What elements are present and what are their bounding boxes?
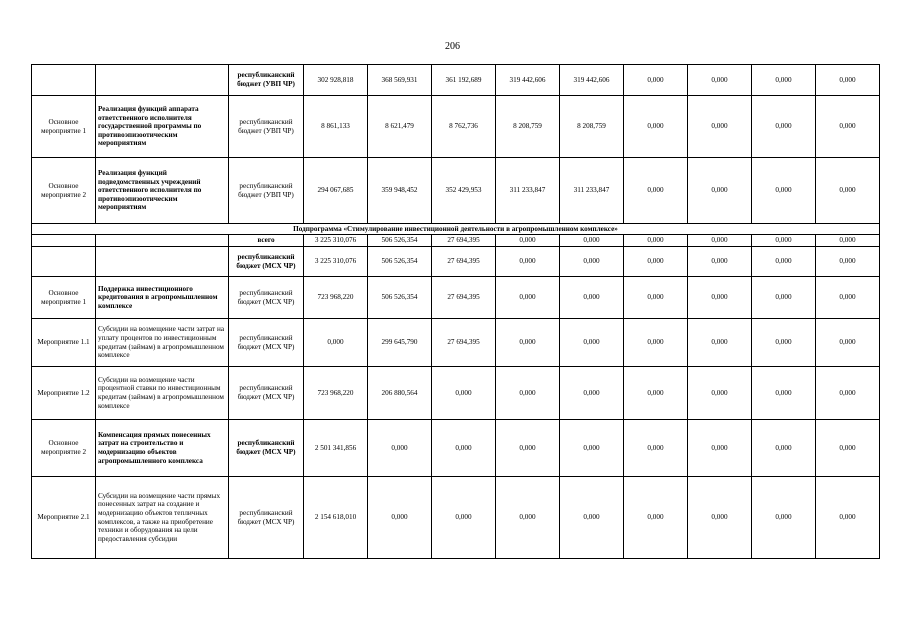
value-cell: 506 526,354 xyxy=(368,247,432,277)
value-cell: 3 225 310,076 xyxy=(304,247,368,277)
event-name-cell: Субсидии на возмещение части затрат на уплату процентов по инвестиционным кредитам (займам) в агропромышленном комплексе xyxy=(96,319,229,367)
value-cell: 0,000 xyxy=(688,319,752,367)
table-row xyxy=(32,247,880,277)
value-cell: 0,000 xyxy=(496,247,560,277)
value-cell: 2 501 341,856 xyxy=(304,420,368,477)
value-cell: 8 208,759 xyxy=(560,96,624,158)
event-name-cell xyxy=(96,247,229,277)
value-cell: 319 442,606 xyxy=(496,65,560,96)
value-cell: 0,000 xyxy=(624,235,688,247)
funding-source-cell: республиканский бюджет (МСХ ЧР) xyxy=(229,277,304,319)
value-cell: 0,000 xyxy=(368,420,432,477)
table-row xyxy=(32,96,880,158)
value-cell: 0,000 xyxy=(752,65,816,96)
value-cell: 0,000 xyxy=(816,319,880,367)
funding-source-cell: республиканский бюджет (УВП ЧР) xyxy=(229,65,304,96)
value-cell: 0,000 xyxy=(752,367,816,420)
value-cell: 0,000 xyxy=(560,319,624,367)
value-cell: 0,000 xyxy=(624,247,688,277)
value-cell: 299 645,790 xyxy=(368,319,432,367)
status-cell xyxy=(32,247,96,277)
value-cell: 0,000 xyxy=(816,367,880,420)
value-cell: 0,000 xyxy=(624,96,688,158)
value-cell: 0,000 xyxy=(688,96,752,158)
funding-source-cell: республиканский бюджет (УВП ЧР) xyxy=(229,96,304,158)
value-cell: 27 694,395 xyxy=(432,247,496,277)
value-cell: 506 526,354 xyxy=(368,277,432,319)
budget-table xyxy=(31,64,880,559)
status-cell xyxy=(32,65,96,96)
value-cell: 0,000 xyxy=(560,420,624,477)
funding-source-cell: республиканский бюджет (МСХ ЧР) xyxy=(229,420,304,477)
table-row xyxy=(32,158,880,224)
status-cell: Мероприятие 1.1 xyxy=(32,319,96,367)
value-cell: 0,000 xyxy=(496,367,560,420)
table-row xyxy=(32,235,880,247)
status-cell: Основное мероприятие 1 xyxy=(32,277,96,319)
value-cell: 0,000 xyxy=(816,420,880,477)
event-name-cell: Реализация функций подведомственных учреждений ответственного исполнителя по противоэпизоотическим мероприятиям xyxy=(96,158,229,224)
value-cell: 294 067,685 xyxy=(304,158,368,224)
table-row xyxy=(32,277,880,319)
value-cell: 0,000 xyxy=(432,420,496,477)
value-cell: 0,000 xyxy=(496,319,560,367)
value-cell: 0,000 xyxy=(752,158,816,224)
value-cell: 27 694,395 xyxy=(432,319,496,367)
value-cell: 0,000 xyxy=(816,96,880,158)
subprogram-row xyxy=(32,224,880,235)
event-name-cell: Поддержка инвестиционного кредитования в агропромышленном комплексе xyxy=(96,277,229,319)
value-cell: 0,000 xyxy=(752,477,816,559)
value-cell: 0,000 xyxy=(816,158,880,224)
value-cell: 0,000 xyxy=(496,277,560,319)
funding-source-cell: республиканский бюджет (МСХ ЧР) xyxy=(229,477,304,559)
value-cell: 359 948,452 xyxy=(368,158,432,224)
value-cell: 3 225 310,076 xyxy=(304,235,368,247)
table-row xyxy=(32,420,880,477)
value-cell: 0,000 xyxy=(560,477,624,559)
funding-source-cell: республиканский бюджет (МСХ ЧР) xyxy=(229,319,304,367)
status-cell: Мероприятие 2.1 xyxy=(32,477,96,559)
value-cell: 206 880,564 xyxy=(368,367,432,420)
value-cell: 0,000 xyxy=(688,65,752,96)
value-cell: 723 968,220 xyxy=(304,277,368,319)
value-cell: 361 192,689 xyxy=(432,65,496,96)
value-cell: 0,000 xyxy=(496,477,560,559)
value-cell: 27 694,395 xyxy=(432,277,496,319)
value-cell: 0,000 xyxy=(816,235,880,247)
value-cell: 0,000 xyxy=(688,477,752,559)
event-name-cell: Субсидии на возмещение части процентной ставки по инвестиционным кредитам (займам) в агропромышленном комплексе xyxy=(96,367,229,420)
value-cell: 8 861,133 xyxy=(304,96,368,158)
value-cell: 0,000 xyxy=(752,277,816,319)
table-row xyxy=(32,477,880,559)
value-cell: 0,000 xyxy=(816,477,880,559)
value-cell: 0,000 xyxy=(560,367,624,420)
value-cell: 311 233,847 xyxy=(496,158,560,224)
value-cell: 0,000 xyxy=(560,247,624,277)
funding-source-cell: республиканский бюджет (МСХ ЧР) xyxy=(229,247,304,277)
value-cell: 0,000 xyxy=(432,367,496,420)
value-cell: 8 762,736 xyxy=(432,96,496,158)
value-cell: 0,000 xyxy=(688,158,752,224)
value-cell: 8 208,759 xyxy=(496,96,560,158)
value-cell: 0,000 xyxy=(496,235,560,247)
status-cell xyxy=(32,235,96,247)
status-cell: Основное мероприятие 1 xyxy=(32,96,96,158)
status-cell: Мероприятие 1.2 xyxy=(32,367,96,420)
value-cell: 302 928,818 xyxy=(304,65,368,96)
value-cell: 0,000 xyxy=(560,277,624,319)
value-cell: 0,000 xyxy=(368,477,432,559)
value-cell: 0,000 xyxy=(816,247,880,277)
table-row xyxy=(32,65,880,96)
table-row xyxy=(32,367,880,420)
value-cell: 368 569,931 xyxy=(368,65,432,96)
value-cell: 0,000 xyxy=(752,247,816,277)
status-cell: Основное мероприятие 2 xyxy=(32,420,96,477)
value-cell: 2 154 618,010 xyxy=(304,477,368,559)
event-name-cell: Компенсация прямых понесенных затрат на строительство и модернизацию объектов агропромышленного комплекса xyxy=(96,420,229,477)
table-row xyxy=(32,319,880,367)
value-cell: 0,000 xyxy=(624,277,688,319)
value-cell: 8 621,479 xyxy=(368,96,432,158)
value-cell: 0,000 xyxy=(624,65,688,96)
event-name-cell xyxy=(96,235,229,247)
funding-source-cell: всего xyxy=(229,235,304,247)
value-cell: 0,000 xyxy=(688,420,752,477)
value-cell: 0,000 xyxy=(496,420,560,477)
subprogram-title: Подпрограмма «Стимулирование инвестиционной деятельности в агропромышленном комплексе» xyxy=(32,224,880,235)
value-cell: 0,000 xyxy=(688,235,752,247)
value-cell: 0,000 xyxy=(688,277,752,319)
event-name-cell: Субсидии на возмещение части прямых понесенных затрат на создание и модернизацию объектов тепличных комплексов, а также на приобретение техники и оборудования на цели предоставления субсидии xyxy=(96,477,229,559)
value-cell: 0,000 xyxy=(816,277,880,319)
value-cell: 0,000 xyxy=(752,96,816,158)
value-cell: 0,000 xyxy=(688,247,752,277)
value-cell: 0,000 xyxy=(752,235,816,247)
value-cell: 0,000 xyxy=(560,235,624,247)
page-number: 206 xyxy=(445,41,460,52)
status-cell: Основное мероприятие 2 xyxy=(32,158,96,224)
value-cell: 0,000 xyxy=(624,477,688,559)
value-cell: 0,000 xyxy=(432,477,496,559)
value-cell: 311 233,847 xyxy=(560,158,624,224)
value-cell: 0,000 xyxy=(688,367,752,420)
value-cell: 27 694,395 xyxy=(432,235,496,247)
value-cell: 0,000 xyxy=(752,420,816,477)
value-cell: 319 442,606 xyxy=(560,65,624,96)
value-cell: 0,000 xyxy=(624,319,688,367)
value-cell: 352 429,953 xyxy=(432,158,496,224)
event-name-cell: Реализация функций аппарата ответственного исполнителя государственной программы по противоэпизоотическим мероприятиям xyxy=(96,96,229,158)
value-cell: 0,000 xyxy=(624,158,688,224)
funding-source-cell: республиканский бюджет (УВП ЧР) xyxy=(229,158,304,224)
value-cell: 723 968,220 xyxy=(304,367,368,420)
event-name-cell xyxy=(96,65,229,96)
value-cell: 506 526,354 xyxy=(368,235,432,247)
value-cell: 0,000 xyxy=(816,65,880,96)
funding-source-cell: республиканский бюджет (МСХ ЧР) xyxy=(229,367,304,420)
value-cell: 0,000 xyxy=(752,319,816,367)
value-cell: 0,000 xyxy=(624,367,688,420)
value-cell: 0,000 xyxy=(624,420,688,477)
value-cell: 0,000 xyxy=(304,319,368,367)
